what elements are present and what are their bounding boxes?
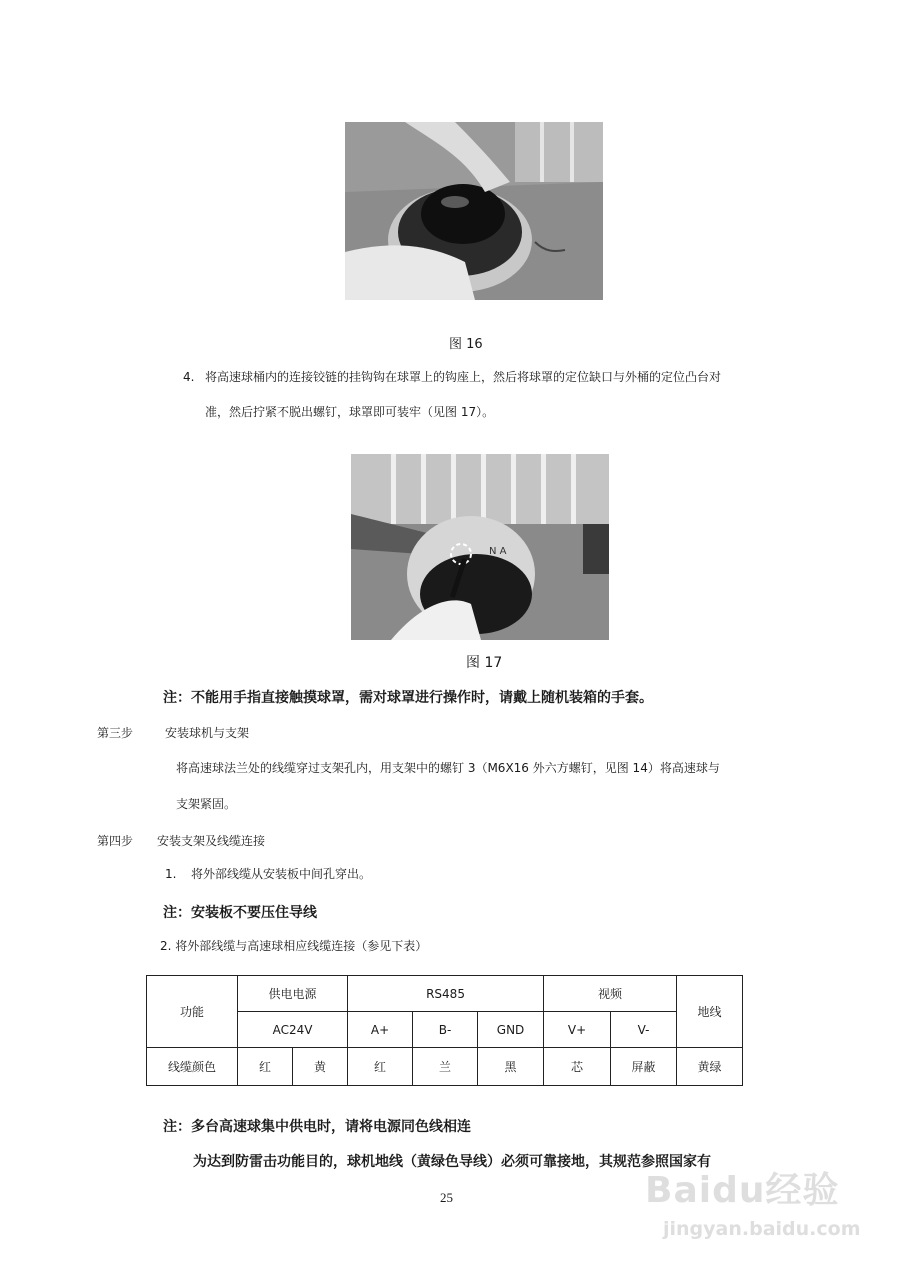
sub-ac24v: AC24V	[238, 1012, 348, 1048]
header-power: 供电电源	[238, 976, 348, 1012]
color-shield: 屏蔽	[611, 1048, 677, 1086]
note-power-same-color: 注：多台高速球集中供电时，请将电源同色线相连	[163, 1119, 471, 1135]
step-3-line2: 支架紧固。	[176, 797, 237, 811]
svg-text:N A: N A	[489, 546, 507, 557]
sub-v-plus: V+	[544, 1012, 611, 1048]
step-4-title: 安装支架及线缆连接	[157, 834, 266, 848]
note-mounting-plate: 注：安装板不要压住导线	[163, 905, 317, 921]
step-3-label: 第三步	[97, 726, 134, 740]
figure-16-photo	[345, 122, 603, 300]
lightning-protection-line: 为达到防雷击功能目的，球机地线（黄绿色导线）必须可靠接地，其规范参照国家有	[193, 1154, 711, 1170]
figure-16-caption: 图 16	[449, 337, 483, 352]
color-core: 芯	[544, 1048, 611, 1086]
item-4-line2: 准，然后拧紧不脱出螺钉，球罩即可装牢（见图 17）。	[205, 405, 495, 419]
note-glove: 注：不能用手指直接触摸球罩，需对球罩进行操作时，请戴上随机装箱的手套。	[163, 690, 653, 706]
figure-17-photo	[351, 454, 609, 640]
color-blue: 兰	[413, 1048, 478, 1086]
baidu-watermark-brand: Baidu经验	[645, 1170, 840, 1211]
color-yellow-green: 黄绿	[677, 1048, 743, 1086]
page-number: 25	[440, 1190, 453, 1205]
color-red-2: 红	[348, 1048, 413, 1086]
header-video: 视频	[544, 976, 677, 1012]
step-3-title: 安装球机与支架	[165, 726, 250, 740]
step-4-item-1-number: 1.	[165, 867, 177, 881]
sub-v-minus: V-	[611, 1012, 677, 1048]
color-red-1: 红	[238, 1048, 293, 1086]
item-4-number: 4.	[183, 370, 195, 384]
header-rs485: RS485	[348, 976, 544, 1012]
header-function: 功能	[147, 976, 238, 1048]
step-4-item-2: 2. 将外部线缆与高速球相应线缆连接（参见下表）	[160, 939, 428, 953]
color-black: 黑	[478, 1048, 544, 1086]
sub-a-plus: A+	[348, 1012, 413, 1048]
row-cable-color-label: 线缆颜色	[147, 1048, 238, 1086]
step-3-line1: 将高速球法兰处的线缆穿过支架孔内，用支架中的螺钉 3（M6X16 外六方螺钉，见图 14）将高速球与	[176, 761, 720, 775]
sub-gnd: GND	[478, 1012, 544, 1048]
color-yellow: 黄	[293, 1048, 348, 1086]
baidu-watermark-url: jingyan.baidu.com	[663, 1218, 861, 1240]
sub-b-minus: B-	[413, 1012, 478, 1048]
figure-17-caption: 图 17	[466, 655, 503, 671]
step-4-item-1: 将外部线缆从安装板中间孔穿出。	[191, 867, 372, 881]
wiring-table	[146, 975, 743, 1086]
header-ground: 地线	[677, 976, 743, 1048]
item-4-line1: 将高速球桶内的连接铰链的挂钩钩在球罩上的钩座上，然后将球罩的定位缺口与外桶的定位凸台对	[205, 370, 722, 384]
step-4-label: 第四步	[97, 834, 134, 848]
